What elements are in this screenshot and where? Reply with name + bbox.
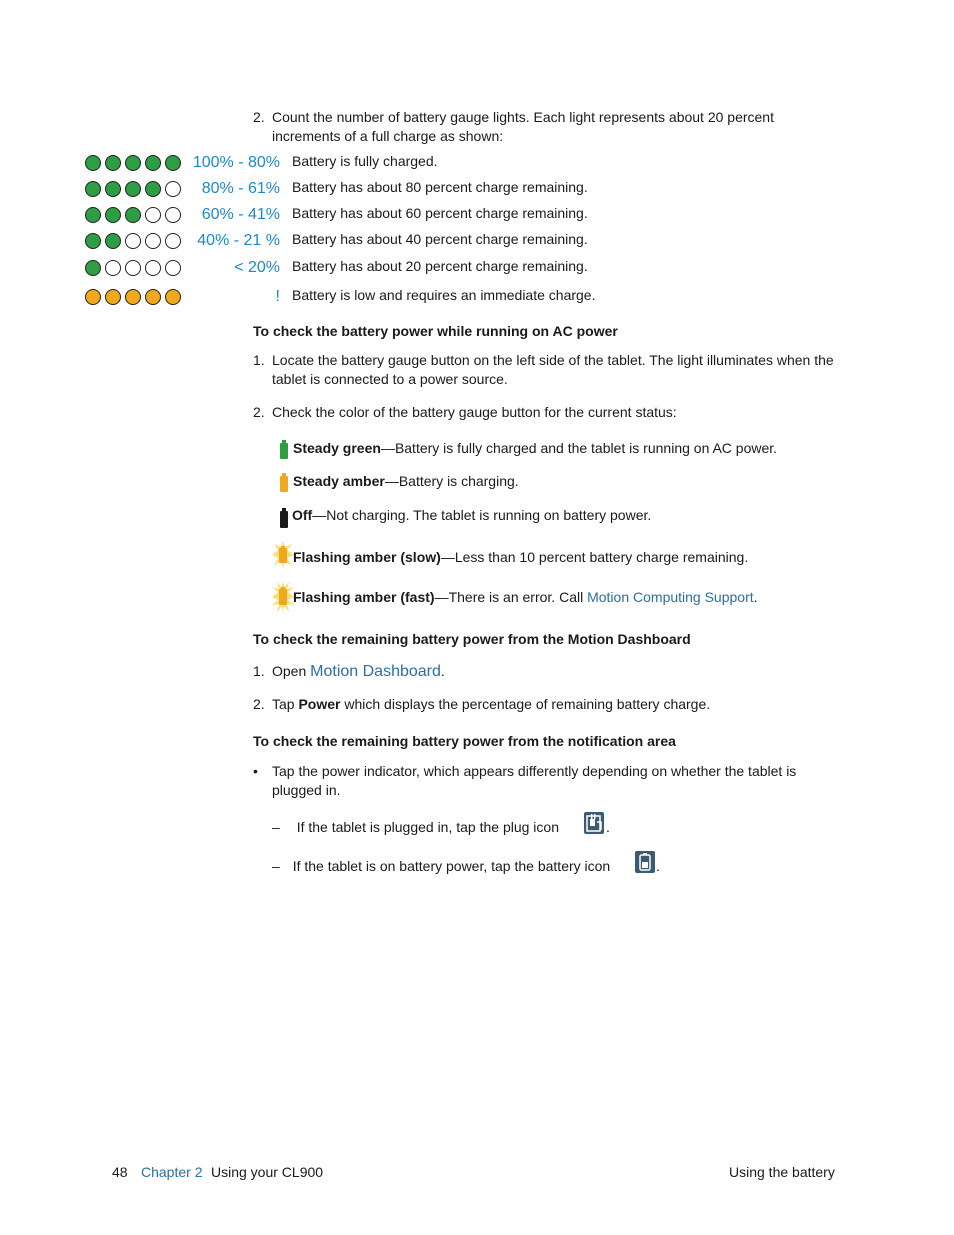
chapter-title: Using your CL900 bbox=[211, 1164, 324, 1180]
motion-computing-support-link[interactable]: Motion Computing Support bbox=[587, 589, 754, 605]
section-title: Using the battery bbox=[729, 1164, 835, 1180]
bullet-mark: • bbox=[253, 763, 258, 779]
gauge-light-on bbox=[85, 260, 101, 276]
gauge-light-on bbox=[105, 289, 121, 305]
sub-text: If the tablet is plugged in, tap the plug icon bbox=[296, 819, 559, 835]
section-heading-notification: To check the remaining battery power from the notification area bbox=[253, 733, 676, 749]
step-text: Tap bbox=[272, 696, 299, 712]
gauge-light-off bbox=[145, 233, 161, 249]
period: . bbox=[606, 819, 610, 835]
step-number: 2. bbox=[253, 109, 265, 125]
plug-icon[interactable] bbox=[584, 812, 604, 834]
gauge-light-off bbox=[125, 260, 141, 276]
gauge-description: Battery is low and requires an immediate charge. bbox=[292, 287, 596, 303]
gauge-light-on bbox=[145, 155, 161, 171]
motion-dashboard-link[interactable]: Motion Dashboard bbox=[310, 663, 441, 680]
bullet-text: Tap the power indicator, which appears differently depending on whether the tablet is plugged in. bbox=[272, 763, 797, 798]
status-desc: —Battery is fully charged and the tablet is running on AC power. bbox=[380, 440, 778, 456]
gauge-description: Battery has about 80 percent charge remaining. bbox=[292, 179, 588, 195]
status-label: Flashing amber (fast) bbox=[293, 589, 435, 605]
period: . bbox=[440, 663, 445, 679]
ac-step-1 bbox=[253, 351, 843, 389]
flashing-amber-fast-icon bbox=[272, 581, 294, 613]
gauge-description: Battery is fully charged. bbox=[292, 153, 438, 169]
gauge-description: Battery has about 40 percent charge remaining. bbox=[292, 231, 588, 247]
battery-icon[interactable] bbox=[635, 851, 655, 873]
gauge-light-on bbox=[85, 233, 101, 249]
gauge-light-off bbox=[125, 233, 141, 249]
status-desc: —Less than 10 percent battery charge remaining. bbox=[440, 549, 749, 565]
black-battery-icon bbox=[280, 511, 288, 528]
gauge-light-off bbox=[145, 207, 161, 223]
gauge-light-off bbox=[165, 181, 181, 197]
gauge-light-on bbox=[125, 155, 141, 171]
gauge-light-on bbox=[85, 207, 101, 223]
gauge-range: 60% - 41% bbox=[201, 206, 280, 223]
gauge-light-off bbox=[145, 260, 161, 276]
ac-step-2 bbox=[253, 403, 843, 422]
sub-item-battery bbox=[272, 858, 610, 874]
gauge-range: < 20% bbox=[234, 259, 280, 276]
gauge-light-on bbox=[125, 207, 141, 223]
gauge-light-on bbox=[85, 155, 101, 171]
notification-bullet bbox=[253, 762, 843, 800]
gauge-light-on bbox=[105, 233, 121, 249]
step-count-lights bbox=[253, 108, 843, 146]
sub-item-plugged bbox=[272, 819, 559, 835]
period: . bbox=[656, 858, 660, 874]
gauge-range: ! bbox=[275, 288, 280, 305]
gauge-range: 80% - 61% bbox=[201, 180, 280, 197]
gauge-light-on bbox=[105, 155, 121, 171]
amber-battery-icon bbox=[280, 476, 288, 492]
gauge-light-on bbox=[105, 207, 121, 223]
dash-mark: – bbox=[272, 819, 280, 835]
page-number: 48 bbox=[112, 1164, 128, 1180]
dashboard-step-1 bbox=[253, 662, 843, 681]
period: . bbox=[753, 589, 758, 605]
gauge-light-on bbox=[125, 289, 141, 305]
dash-mark: – bbox=[272, 858, 280, 874]
gauge-light-on bbox=[165, 155, 181, 171]
step-number: 2. bbox=[253, 404, 265, 420]
gauge-light-off bbox=[165, 207, 181, 223]
status-desc: —There is an error. Call bbox=[434, 589, 588, 605]
step-text: Count the number of battery gauge lights. Each light represents about 20 percent increments of a full charge as shown: bbox=[272, 109, 774, 144]
gauge-light-off bbox=[165, 260, 181, 276]
step-number: 1. bbox=[253, 663, 265, 679]
flashing-amber-slow-icon bbox=[272, 541, 294, 569]
green-battery-icon bbox=[280, 443, 288, 459]
gauge-range: 100% - 80% bbox=[192, 154, 280, 171]
step-text: Check the color of the battery gauge button for the current status: bbox=[272, 404, 677, 420]
step-text: Locate the battery gauge button on the left side of the tablet. The light illuminates when the tablet is connected to a power source. bbox=[272, 352, 834, 387]
gauge-light-on bbox=[145, 181, 161, 197]
power-label: Power bbox=[298, 696, 341, 712]
chapter-label: Chapter 2 bbox=[141, 1164, 203, 1180]
gauge-light-on bbox=[85, 181, 101, 197]
gauge-light-on bbox=[125, 181, 141, 197]
section-heading-dashboard: To check the remaining battery power from the Motion Dashboard bbox=[253, 631, 691, 647]
gauge-light-off bbox=[105, 260, 121, 276]
gauge-range: 40% - 21 % bbox=[197, 232, 280, 249]
status-desc: —Not charging. The tablet is running on battery power. bbox=[312, 507, 652, 523]
gauge-light-on bbox=[145, 289, 161, 305]
gauge-description: Battery has about 60 percent charge remaining. bbox=[292, 205, 588, 221]
step-text-rest: which displays the percentage of remaining battery charge. bbox=[340, 696, 711, 712]
status-label: Steady amber bbox=[293, 473, 385, 489]
step-text: Open bbox=[272, 663, 311, 679]
gauge-description: Battery has about 20 percent charge remaining. bbox=[292, 258, 588, 274]
gauge-light-on bbox=[105, 181, 121, 197]
step-number: 1. bbox=[253, 352, 265, 368]
status-label: Steady green bbox=[293, 440, 381, 456]
section-heading-ac: To check the battery power while running on AC power bbox=[253, 323, 618, 339]
dashboard-step-2 bbox=[253, 695, 843, 714]
gauge-light-off bbox=[165, 233, 181, 249]
sub-text: If the tablet is on battery power, tap the battery icon bbox=[292, 858, 611, 874]
status-label: Off bbox=[292, 507, 313, 523]
gauge-light-on bbox=[165, 289, 181, 305]
status-desc: —Battery is charging. bbox=[384, 473, 519, 489]
gauge-light-on bbox=[85, 289, 101, 305]
step-number: 2. bbox=[253, 696, 265, 712]
status-label: Flashing amber (slow) bbox=[293, 549, 441, 565]
